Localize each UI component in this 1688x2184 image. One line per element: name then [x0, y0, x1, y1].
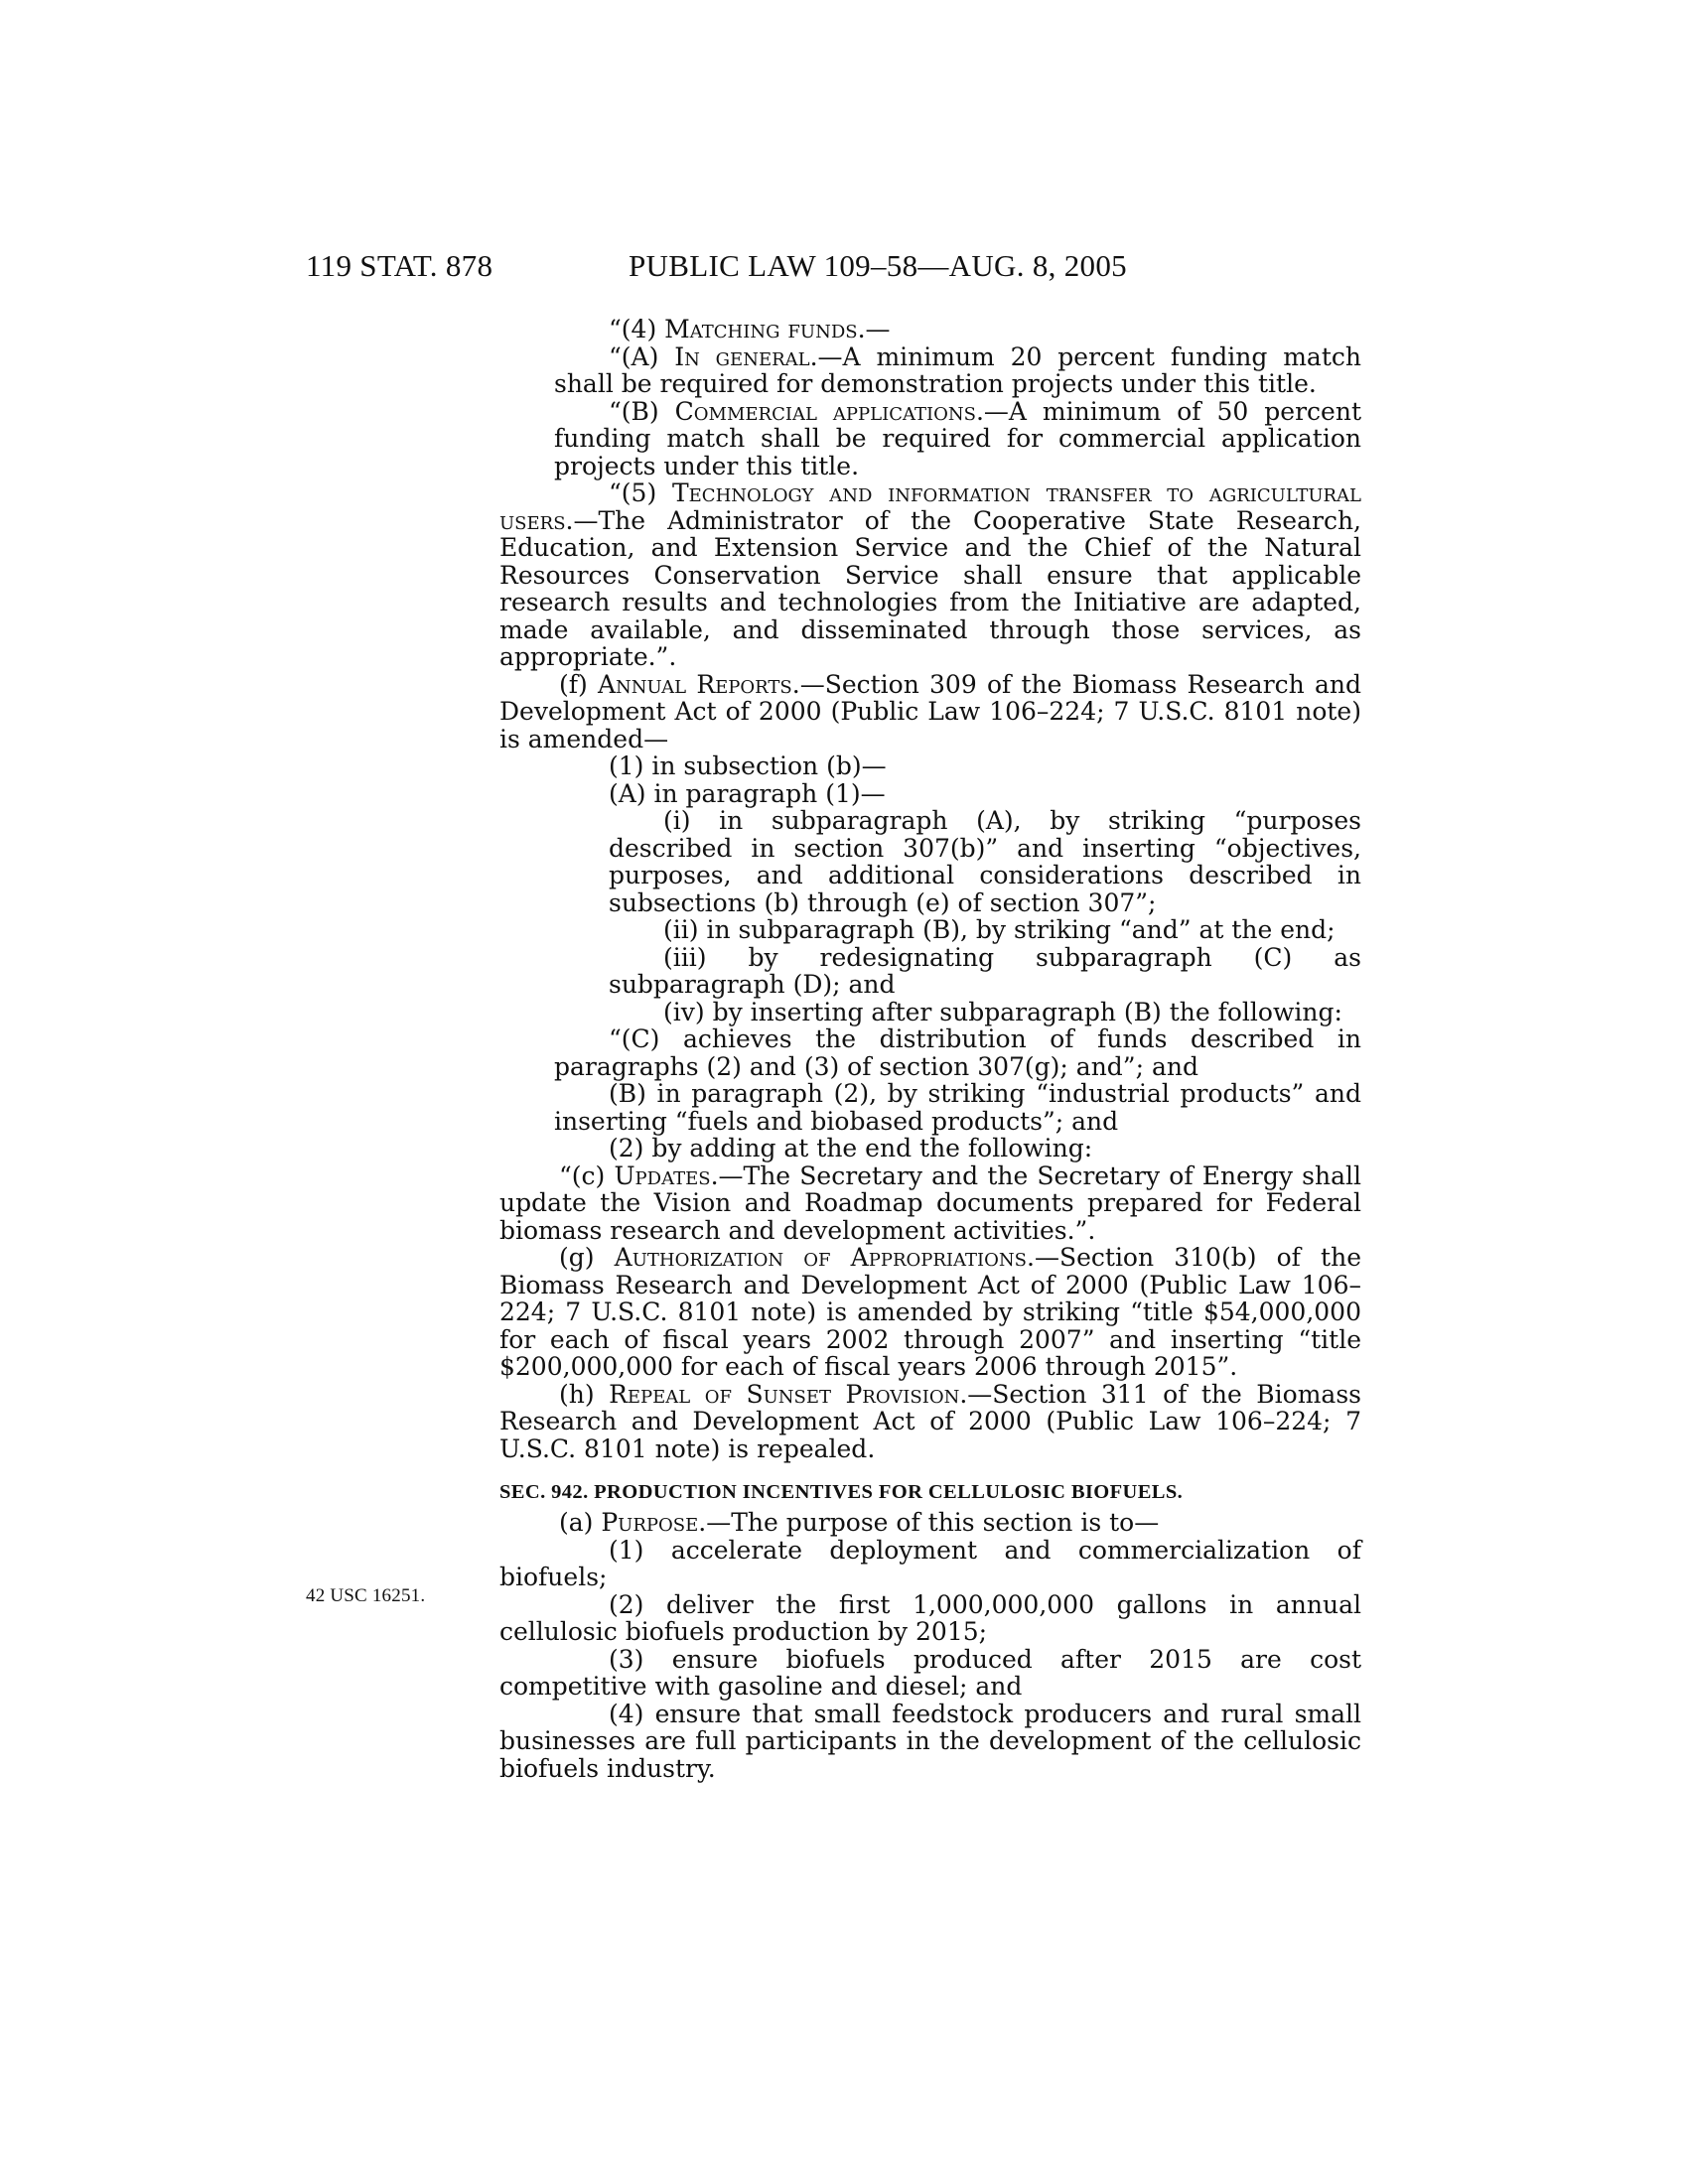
subsection-h-repeal: (h) Repeal of Sunset Provision.—Section 311 of the Biomass Research and Development Act of 2000 (Public Law 106–224; 7 U.S.C. 8101 note) is repealed. [499, 1379, 1361, 1463]
paragraph-5-technology-transfer: “(5) Technology and information transfer to agricultural users.—The Administrator of the Cooperative State Research, Education, and Extension Service and the Chief of the Natural Resources Conservation Service shall ensure that applicable research results and technologies from the Initiative are adapted, made available, and disseminated through those services, as appropriate.”. [499, 478, 1361, 671]
clause-fiv: (iv) by inserting after subparagraph (B) the following: [663, 997, 1342, 1026]
subsection-f-annual-reports: (f) Annual Reports.—Section 309 of the Biomass Research and Development Act of 2000 (Public Law 106–224; 7 U.S.C. 8101 note) is amended— [499, 669, 1361, 753]
section-spacer [499, 1462, 1361, 1479]
purpose-item-1: (1) accelerate deployment and commercialization of biofuels; [499, 1535, 1361, 1591]
inserted-clause-C: “(C) achieves the distribution of funds described in paragraphs (2) and (3) of section 307(g); and”; and [554, 1024, 1361, 1081]
subparagraph-4b-commercial-applications: “(B) Commercial applications.—A minimum of 50 percent funding match shall be required for commercial application projects under this title. [554, 396, 1361, 480]
subsection-g-authorization: (g) Authorization of Appropriations.—Section 310(b) of the Biomass Research and Development Act of 2000 (Public Law 106–224; 7 U.S.C. 8101 note) is amended by striking “title $54,000,000 for each of fiscal years 2002 through 2007” and inserting “title $200,000,000 for each of fiscal years 2006 through 2015”. [499, 1243, 1361, 1381]
clause-f2: (2) by adding at the end the following: [609, 1134, 1093, 1162]
section-942-purpose: (a) Purpose.—The purpose of this section is to— [559, 1508, 1160, 1537]
clause-fii: (ii) in subparagraph (B), by striking “and” at the end; [663, 915, 1336, 944]
purpose-item-2: (2) deliver the first 1,000,000,000 gallons in annual cellulosic biofuels production by 2015; [499, 1589, 1361, 1646]
section-942-heading: SEC. 942. PRODUCTION INCENTIVES FOR CELLULOSIC BIOFUELS. [499, 1481, 1184, 1503]
subparagraph-4a-in-general: “(A) In general.—A minimum 20 percent funding match shall be required for demonstration projects under this title. [554, 341, 1361, 398]
statute-page-reference: 119 STAT. 878 [306, 248, 493, 283]
inserted-subsection-c-updates: “(c) Updates.—The Secretary and the Secretary of Energy shall update the Vision and Roadmap documents prepared for Federal biomass research and development activities.”. [499, 1160, 1361, 1245]
purpose-item-4: (4) ensure that small feedstock producers and rural small businesses are full participants in the development of the cellulosic biofuels industry. [499, 1699, 1361, 1783]
clause-f1: (1) in subsection (b)— [609, 751, 887, 780]
paragraph-4-matching-funds: “(4) Matching funds.— [609, 315, 891, 343]
running-head [0, 248, 1688, 288]
clause-fB: (B) in paragraph (2), by striking “industrial products” and inserting “fuels and biobased products”; and [554, 1079, 1361, 1136]
clause-fA: (A) in paragraph (1)— [609, 778, 886, 808]
statute-text [499, 316, 1361, 1782]
clause-fi: (i) in subparagraph (A), by striking “purposes described in section 307(b)” and inserting “objectives, purposes, and additional considerations described in subsections (b) through (e) of section 307”; [609, 806, 1361, 917]
usc-citation-margin-note: 42 USC 16251. [306, 1585, 426, 1606]
clause-fiii: (iii) by redesignating subparagraph (C) as subparagraph (D); and [609, 942, 1361, 999]
public-law-title: PUBLIC LAW 109–58—AUG. 8, 2005 [629, 248, 1127, 283]
purpose-item-3: (3) ensure biofuels produced after 2015 are cost competitive with gasoline and diesel; and [499, 1644, 1361, 1701]
